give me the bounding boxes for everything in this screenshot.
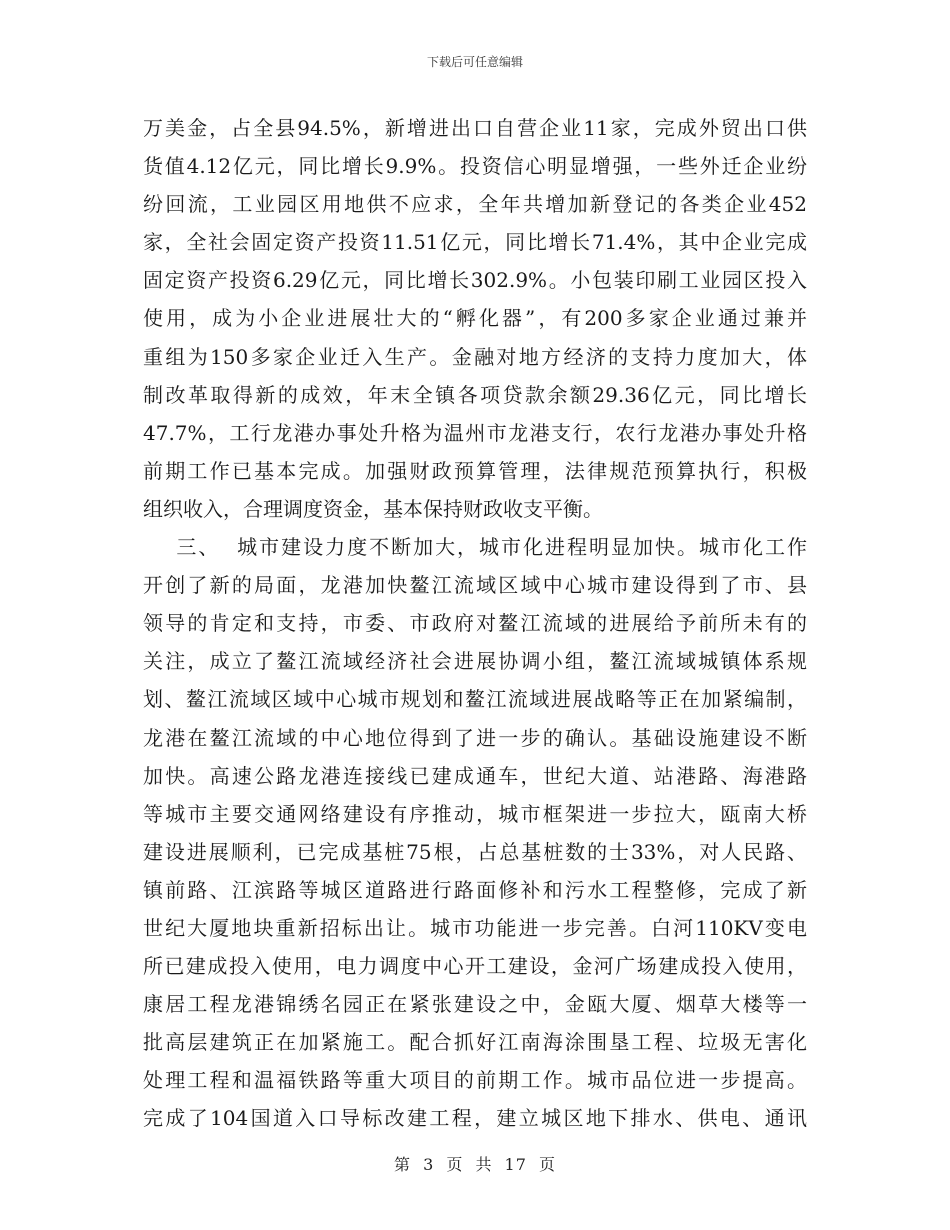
text-line: 制改革取得新的成效，年末全镇各项贷款余额29.36亿元，同比增长: [143, 382, 807, 407]
text-line: 完成了104国道入口导标改建工程，建立城区地下排水、供电、通讯: [143, 1106, 807, 1131]
text-line: 世纪大厦地块重新招标出让。城市功能进一步完善。白河110KV变电: [143, 915, 807, 940]
text-line: 前期工作已基本完成。加强财政预算管理，法律规范预算执行，积极: [143, 458, 807, 483]
page-header: 下载后可任意编辑: [426, 55, 523, 69]
text-line: 组织收入，合理调度资金，基本保持财政收支平衡。: [143, 496, 603, 521]
text-line: 划、鳌江流域区域中心城市规划和鳌江流域进展战略等正在加紧编制，: [143, 687, 807, 712]
text-line: 货值4.12亿元，同比增长9.9%。投资信心明显增强，一些外迁企业纷: [143, 154, 807, 179]
text-line: 开创了新的局面，龙港加快鳌江流域区域中心城市建设得到了市、县: [143, 573, 807, 598]
text-line: 47.7%，工行龙港办事处升格为温州市龙港支行，农行龙港办事处升格: [143, 420, 807, 445]
page-number-footer: 第 3 页 共 17 页: [394, 1155, 556, 1174]
text-line: 三、 城市建设力度不断加大，城市化进程明显加快。城市化工作: [143, 535, 807, 560]
text-line: 关注，成立了鳌江流域经济社会进展协调小组，鳌江流域城镇体系规: [143, 649, 807, 674]
document-body: [143, 109, 807, 1138]
text-line: 家，全社会固定资产投资11.51亿元，同比增长71.4%，其中企业完成: [143, 230, 807, 255]
text-line: 所已建成投入使用，电力调度中心开工建设，金河广场建成投入使用，: [143, 954, 807, 979]
text-line: 处理工程和温福铁路等重大项目的前期工作。城市品位进一步提高。: [143, 1068, 807, 1093]
text-line: 建设进展顺利，已完成基桩75根，占总基桩数的士33%，对人民路、: [143, 839, 807, 864]
text-line: 康居工程龙港锦绣名园正在紧张建设之中，金瓯大厦、烟草大楼等一: [143, 992, 807, 1017]
text-line: 镇前路、江滨路等城区道路进行路面修补和污水工程整修，完成了新: [143, 877, 807, 902]
text-line: 使用，成为小企业进展壮大的“孵化器”，有200多家企业通过兼并: [143, 306, 807, 331]
text-line: 纷回流，工业园区用地供不应求，全年共增加新登记的各类企业452: [143, 192, 807, 217]
text-line: 重组为150多家企业迁入生产。金融对地方经济的支持力度加大，体: [143, 344, 807, 369]
text-line: 万美金，占全县94.5%，新增进出口自营企业11家，完成外贸出口供: [143, 116, 807, 140]
text-line: 固定资产投资6.29亿元，同比增长302.9%。小包装印刷工业园区投入: [143, 268, 807, 293]
text-line: 加快。高速公路龙港连接线已建成通车，世纪大道、站港路、海港路: [143, 763, 807, 788]
text-line: 领导的肯定和支持，市委、市政府对鳌江流域的进展给予前所未有的: [143, 611, 807, 636]
text-line: 龙港在鳌江流域的中心地位得到了进一步的确认。基础设施建设不断: [143, 725, 807, 750]
text-line: 等城市主要交通网络建设有序推动，城市框架进一步拉大，瓯南大桥: [143, 801, 807, 826]
text-line: 批高层建筑正在加紧施工。配合抓好江南海涂围垦工程、垃圾无害化: [143, 1030, 807, 1055]
